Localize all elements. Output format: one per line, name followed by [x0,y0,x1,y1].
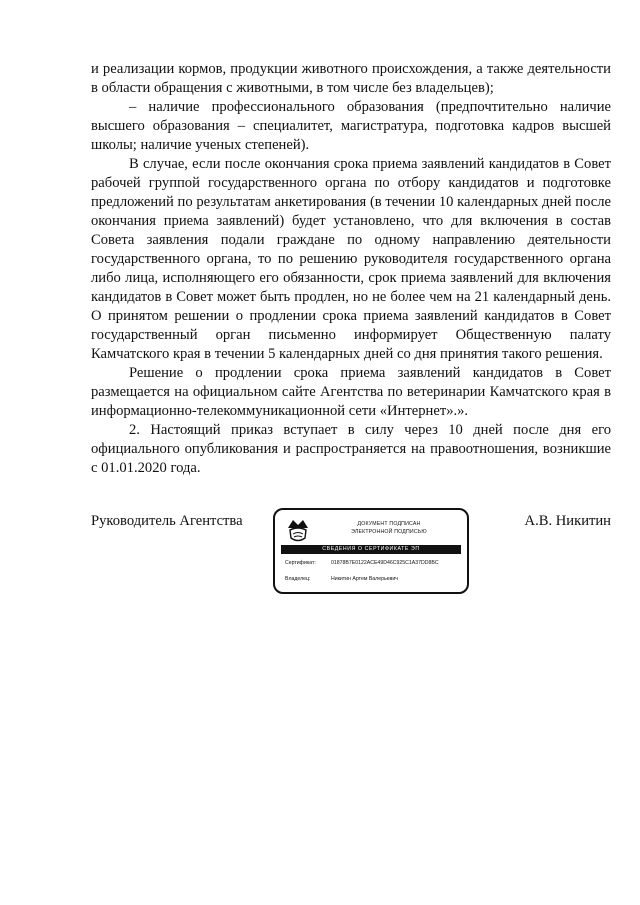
certificate-info-bar: СВЕДЕНИЯ О СЕРТИФИКАТЕ ЭП [281,545,461,554]
coat-of-arms-icon [285,516,311,544]
certificate-label: Сертификат: [285,560,316,566]
stamp-header-line-2: ЭЛЕКТРОННОЙ ПОДПИСЬЮ [351,529,427,535]
paragraph-effective-date: 2. Настоящий приказ вступает в силу через 10 дней после дня его официального опубликования и распространяется на правоотношения, возникшие с 01.01.2020 года. [91,422,611,476]
owner-row [285,576,461,583]
certificate-row [285,560,461,567]
stamp-header-line-1: ДОКУМЕНТ ПОДПИСАН [357,521,421,527]
document-body [91,60,611,478]
owner-value: Никитин Артем Валерьевич [331,576,398,582]
signatory-title: Руководитель Агентства [91,513,243,529]
certificate-value: 01878B7E0122ACE49D46C925C1A37DD8BC [331,560,439,566]
paragraph-continuation: и реализации кормов, продукции животного происхождения, а также деятельности в области обращения с животными, в том числе без владельцев); [91,61,611,96]
paragraph-education-requirement: – наличие профессионального образования (предпочтительно наличие высшего образования – специалитет, магистратура, подготовка кадров высшей школы; наличие ученых степеней). [91,99,611,153]
signature-block [91,508,611,608]
paragraph-extension-rule: В случае, если после окончания срока приема заявлений кандидатов в Совет рабочей группой государственного органа по отбору кандидатов и подготовке предложений по результатам анкетирования (в течении 10 календарных дней после окончания приема заявлений) будет установлено, что для включения в состав Совета заявления подали граждане по одному направлению деятельности государственного органа, то по решению руководителя государственного органа либо лица, исполняющего его обязанности, срок приема заявлений для включения кандидатов в Совет может быть продлен, но не более чем на 21 календарный день. О принятом решении о продлении срока приема заявлений кандидатов в Совет государственный орган письменно информирует Общественную палату Камчатского края в течении 5 календарных дней со дня принятия такого решения. [91,156,611,362]
electronic-signature-stamp [273,508,469,594]
stamp-header [319,520,459,536]
signatory-name: А.В. Никитин [524,513,611,529]
paragraph-publication: Решение о продлении срока приема заявлений кандидатов в Совет размещается на официальном сайте Агентства по ветеринарии Камчатского края в информационно-телекоммуникационной сети «Интернет».». [91,365,611,419]
owner-label: Владелец: [285,576,311,582]
